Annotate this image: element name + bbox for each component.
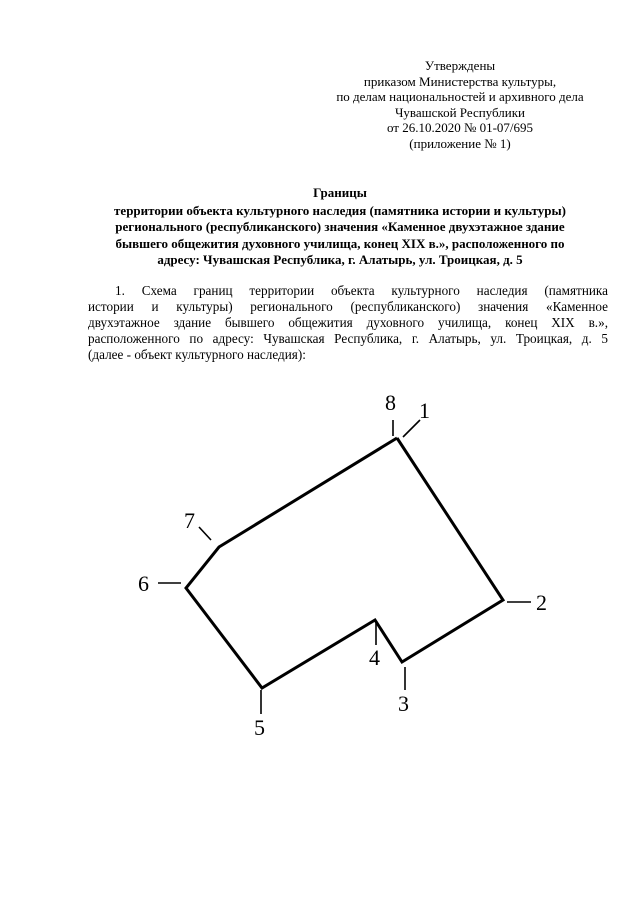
point-label-6: 6	[138, 571, 149, 596]
paragraph-line: 1. Схема границ территории объекта культурного наследия (памятника	[115, 283, 608, 298]
paragraph-line: расположенного по адресу: Чувашская Республика, г. Алатырь, ул. Троицкая, д. 5	[88, 331, 608, 346]
paragraph-line: (далее - объект культурного наследия):	[88, 347, 306, 362]
heading-line: адресу: Чувашская Республика, г. Алатырь, ул. Троицкая, д. 5	[157, 252, 523, 267]
point-label-5: 5	[254, 715, 265, 740]
point-label-4: 4	[369, 645, 380, 670]
approval-line: (приложение № 1)	[409, 135, 511, 151]
leader-line-7	[199, 527, 211, 540]
boundary-scheme-diagram	[0, 380, 640, 760]
heading-line: бывшего общежития духовного училища, конец XIX в.», расположенного по	[115, 235, 565, 251]
approval-line: Чувашской Республики	[394, 104, 526, 120]
approval-line: по делам национальностей и архивного дела	[336, 89, 584, 104]
point-label-8: 8	[385, 390, 396, 415]
approval-line: от 26.10.2020 № 01-07/695	[386, 120, 534, 135]
leader-line-1	[403, 420, 420, 437]
approval-line: Утверждены	[424, 58, 496, 73]
paragraph-line: двухэтажное здание бывшего общежития духовного училища, конец XIX в.»,	[88, 315, 608, 330]
point-label-2: 2	[536, 590, 547, 615]
scheme-description-paragraph	[88, 283, 608, 363]
paragraph-line: истории и культуры) регионального (республиканского) значения «Каменное	[88, 299, 608, 314]
approval-block	[300, 58, 620, 151]
approval-line: приказом Министерства культуры,	[363, 73, 557, 89]
boundary-outline	[186, 438, 503, 688]
heading-title: Границы	[313, 185, 367, 200]
document-heading	[70, 185, 610, 269]
point-label-1: 1	[419, 398, 430, 423]
heading-line: территории объекта культурного наследия (памятника истории и культуры)	[114, 202, 566, 218]
point-label-3: 3	[398, 691, 409, 716]
heading-line: регионального (республиканского) значения «Каменное двухэтажное здание	[115, 219, 565, 234]
point-label-7: 7	[184, 508, 195, 533]
